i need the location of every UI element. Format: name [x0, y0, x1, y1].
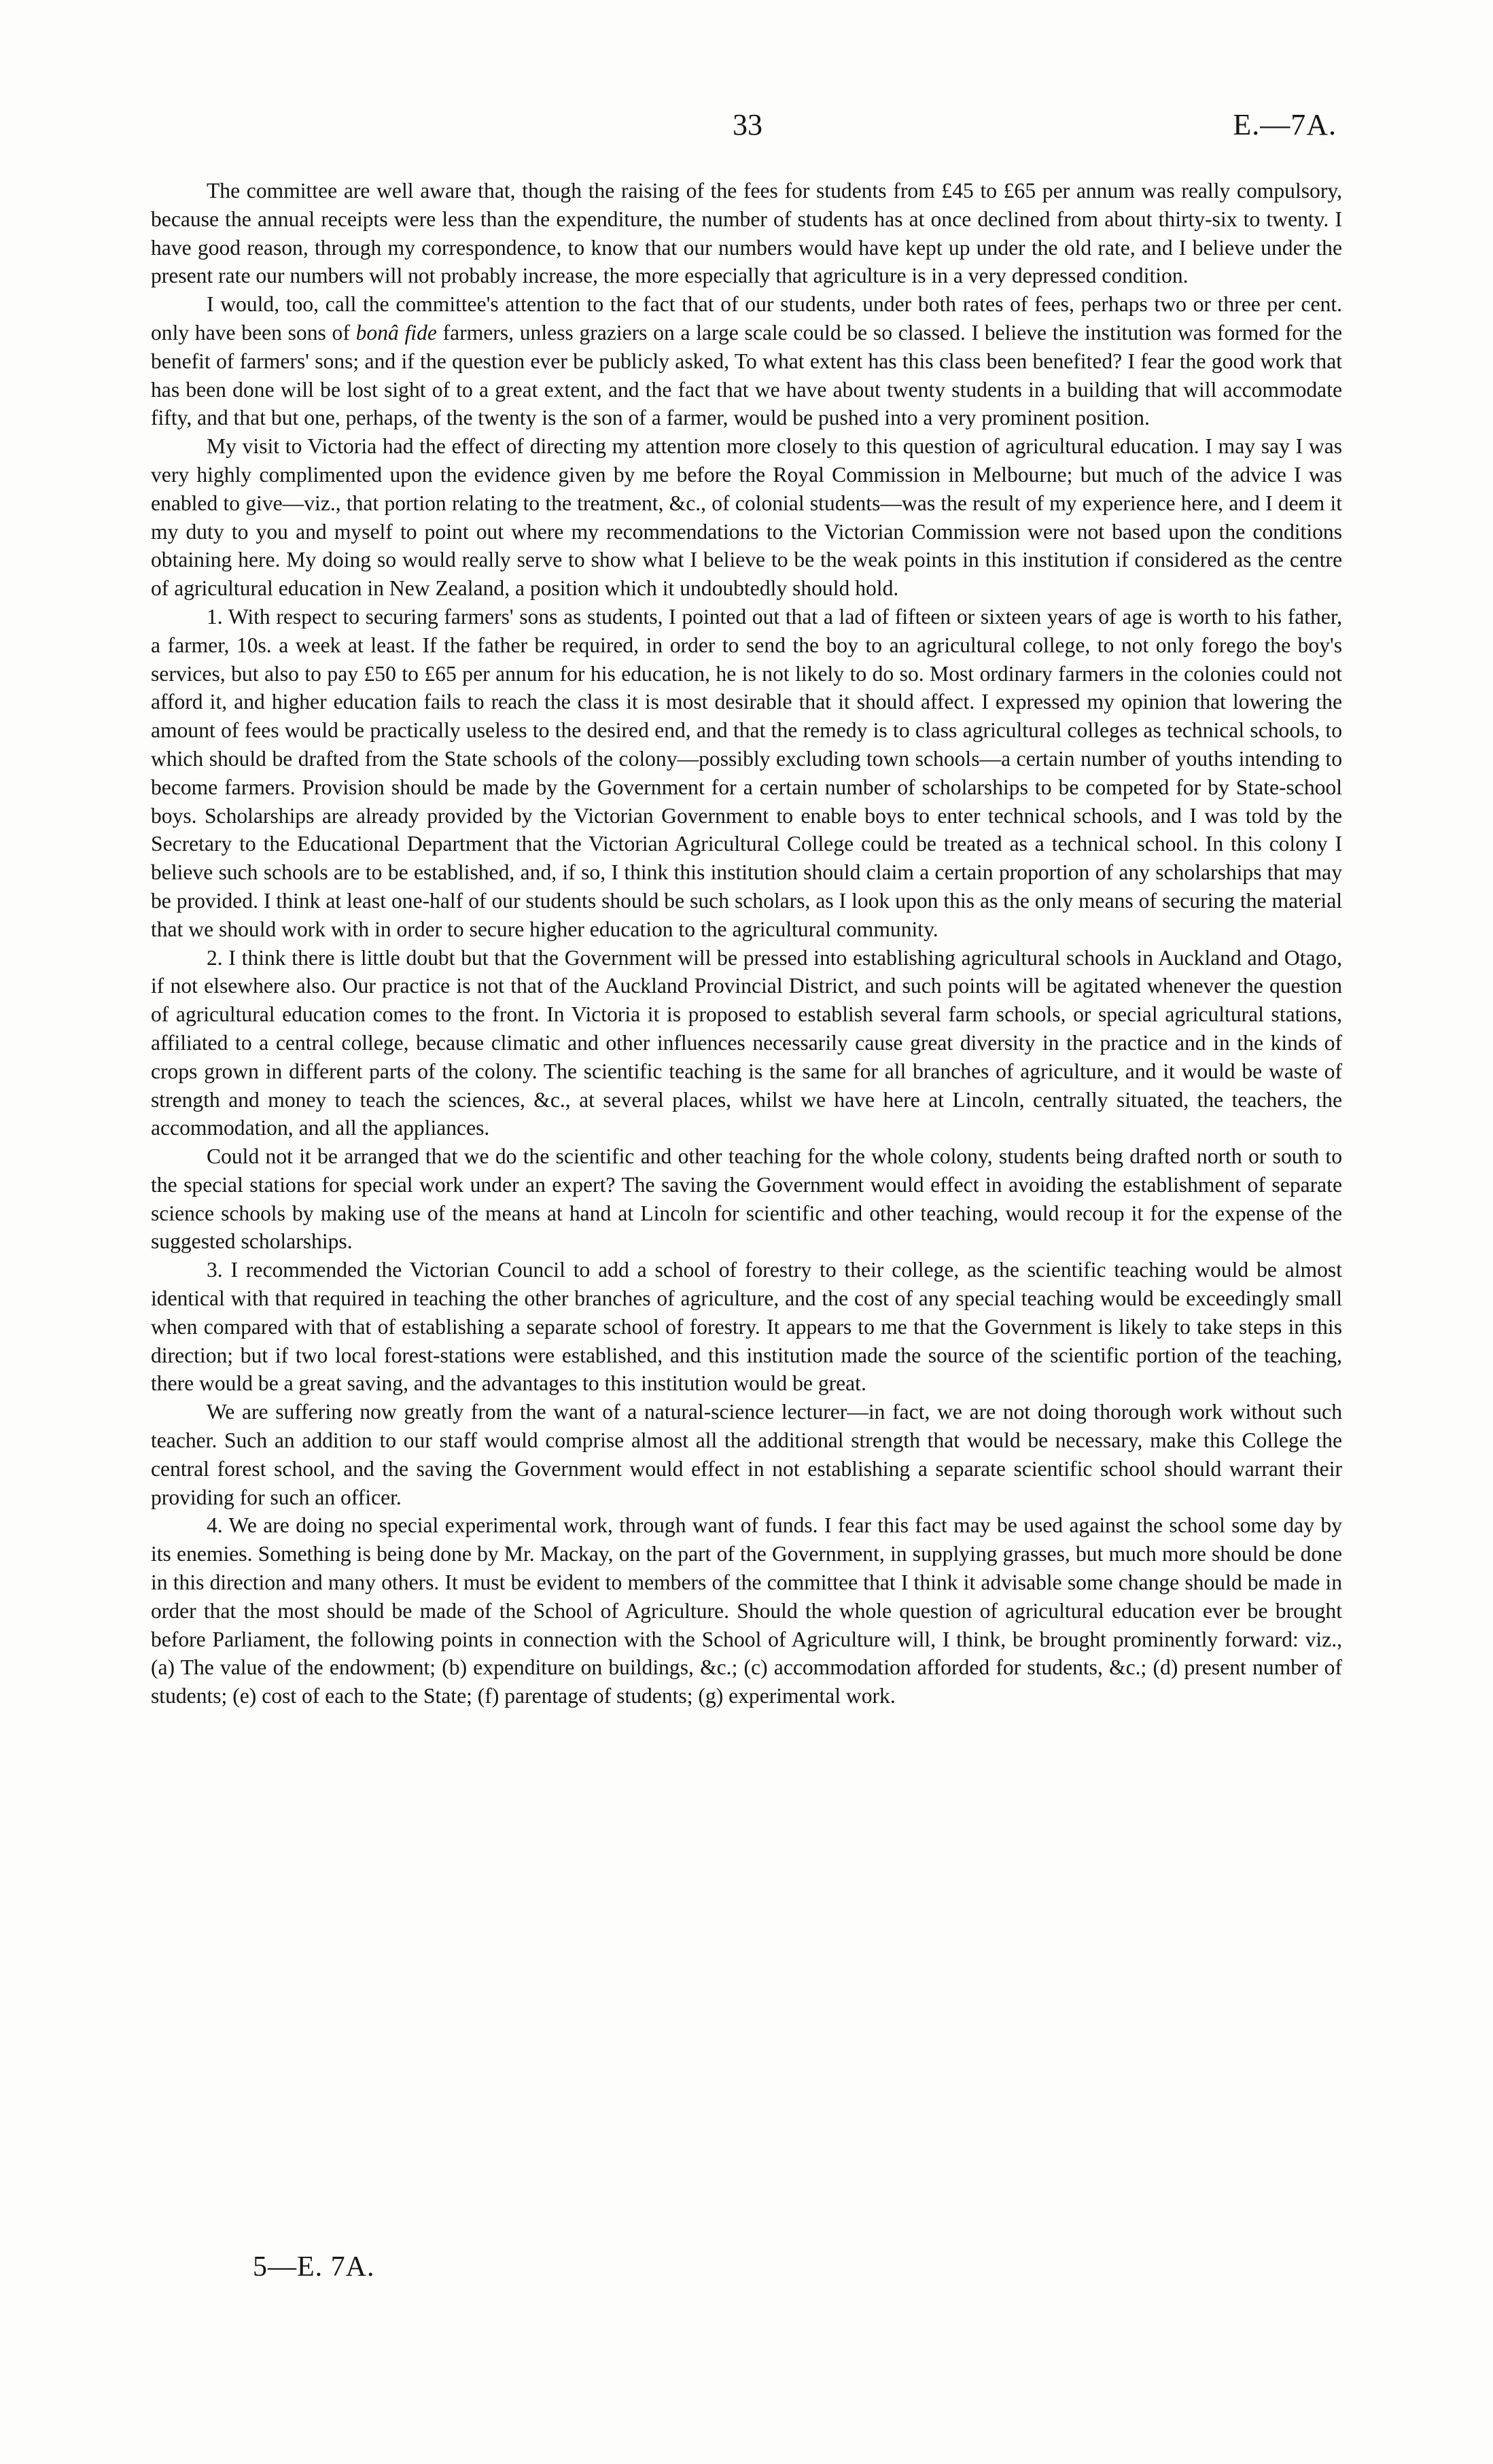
paragraph: I would, too, call the committee's attention to the fact that of our students, under both rates of fees, perhaps two or three per cent. only have been sons of bonâ fide farmers, unless graziers on a large scale could be so classed. I believe the institution was formed for the benefit of farmers' sons; and if the question ever be publicly asked, To what extent has this class been benefited? I fear the good work that has been done will be lost sight of to a great extent, and the fact that we have about twenty students in a building that will accommodate fifty, and that but one, perhaps, of the twenty is the son of a farmer, would be pushed into a very prominent position. [151, 292, 1342, 430]
paragraph: My visit to Victoria had the effect of directing my attention more closely to this question of agricultural education. I may say I was very highly complimented upon the evidence given by me before the Royal Commission in Melbourne; but much of the advice I was enabled to give—viz., that portion relating to the treatment, &c., of colonial students—was the result of my experience here, and I deem it my duty to you and myself to point out where my recommendations to the Victorian Commission were not based upon the conditions obtaining here. My doing so would really serve to show what I believe to be the weak points in this institution if considered as the centre of agricultural education in New Zealand, a position which it undoubtedly should hold. [151, 434, 1342, 601]
page-header [0, 107, 1493, 148]
signature-code: 5—E. 7A. [253, 2251, 375, 2283]
paragraph: The committee are well aware that, though the raising of the fees for students from £45 to £65 per annum was really compulsory, because the annual receipts were less than the expenditure, the number of students has at once declined from about thirty-six to twenty. I have good reason, through my correspondence, to know that our numbers would have kept up under the old rate, and I believe under the present rate our numbers will not probably increase, the more especially that agriculture is in a very depressed condition. [151, 179, 1342, 288]
series-code: E.—7A. [1233, 108, 1337, 141]
paragraph: 3. I recommended the Victorian Council to add a school of forestry to their college, as the scientific teaching would be almost identical with that required in teaching the other branches of agriculture, and the cost of any special teaching would be exceedingly small when compared with that of establishing a separate school of forestry. It appears to me that the Government is likely to take steps in this direction; but if two local forest-stations were established, and this institution made the source of the scientific portion of the teaching, there would be a great saving, and the advantages to this institution would be great. [151, 1258, 1342, 1396]
page-number: 33 [733, 108, 762, 141]
paragraph: We are suffering now greatly from the want of a natural-science lecturer—in fact, we are not doing thorough work without such teacher. Such an addition to our staff would comprise almost all the additional strength that would be necessary, make this College the central forest school, and the saving the Government would effect in not establishing a separate scientific school should warrant their providing for such an officer. [151, 1400, 1342, 1509]
body-text [151, 177, 1342, 1710]
italic-phrase: bonâ fide [355, 320, 437, 345]
paragraph: 2. I think there is little doubt but that the Government will be pressed into establishing agricultural schools in Auckland and Otago, if not elsewhere also. Our practice is not that of the Auckland Provincial District, and such points will be agitated whenever the question of agricultural education comes to the front. In Victoria it is proposed to establish several farm schools, or special agricultural stations, affiliated to a central college, because climatic and other influences necessarily cause great diversity in the practice and in the kinds of crops grown in different parts of the colony. The scientific teaching is the same for all branches of agriculture, and it would be waste of strength and money to teach the sciences, &c., at several places, whilst we have here at Lincoln, centrally situated, the teachers, the accommodation, and all the appliances. [151, 945, 1342, 1140]
paragraph: Could not it be arranged that we do the scientific and other teaching for the whole colony, students being drafted north or south to the special stations for special work under an expert? The saving the Government would effect in avoiding the establishment of separate science schools by making use of the means at hand at Lincoln for scientific and other teaching, would recoup it for the expense of the suggested scholarships. [151, 1144, 1342, 1254]
paragraph: 4. We are doing no special experimental work, through want of funds. I fear this fact may be used against the school some day by its enemies. Something is being done by Mr. Mackay, on the part of the Government, in supplying grasses, but much more should be done in this direction and many others. It must be evident to members of the committee that I think it advisable some change should be made in order that the most should be made of the School of Agriculture. Should the whole question of agricultural education ever be brought before Parliament, the following points in connection with the School of Agriculture will, I think, be brought prominently forward: viz., (a) The value of the endowment; (b) expenditure on buildings, &c.; (c) accommodation afforded for students, &c.; (d) present number of students; (e) cost of each to the State; (f) parentage of students; (g) experimental work. [151, 1513, 1342, 1708]
paragraph: 1. With respect to securing farmers' sons as students, I pointed out that a lad of fifteen or sixteen years of age is worth to his father, a farmer, 10s. a week at least. If the father be required, in order to send the boy to an agricultural college, to not only forego the boy's services, but also to pay £50 to £65 per annum for his education, he is not likely to do so. Most ordinary farmers in the colonies could not afford it, and higher education fails to reach the class it is most desirable that it should affect. I expressed my opinion that lowering the amount of fees would be practically useless to the desired end, and that the remedy is to class agricultural colleges as technical schools, to which should be drafted from the State schools of the colony—possibly excluding town schools—a certain number of youths intending to become farmers. Provision should be made by the Government for a certain number of scholarships to be competed for by State-school boys. Scholarships are already provided by the Victorian Government to enable boys to enter technical schools, and I was told by the Secretary to the Educational Department that the Victorian Agricultural College could be treated as a technical school. In this colony I believe such schools are to be established, and, if so, I think this institution should claim a certain proportion of any scholarships that may be provided. I think at least one-half of our students should be such scholars, as I look upon this as the only means of securing the material that we should work with in order to secure higher education to the agricultural community. [151, 604, 1342, 941]
